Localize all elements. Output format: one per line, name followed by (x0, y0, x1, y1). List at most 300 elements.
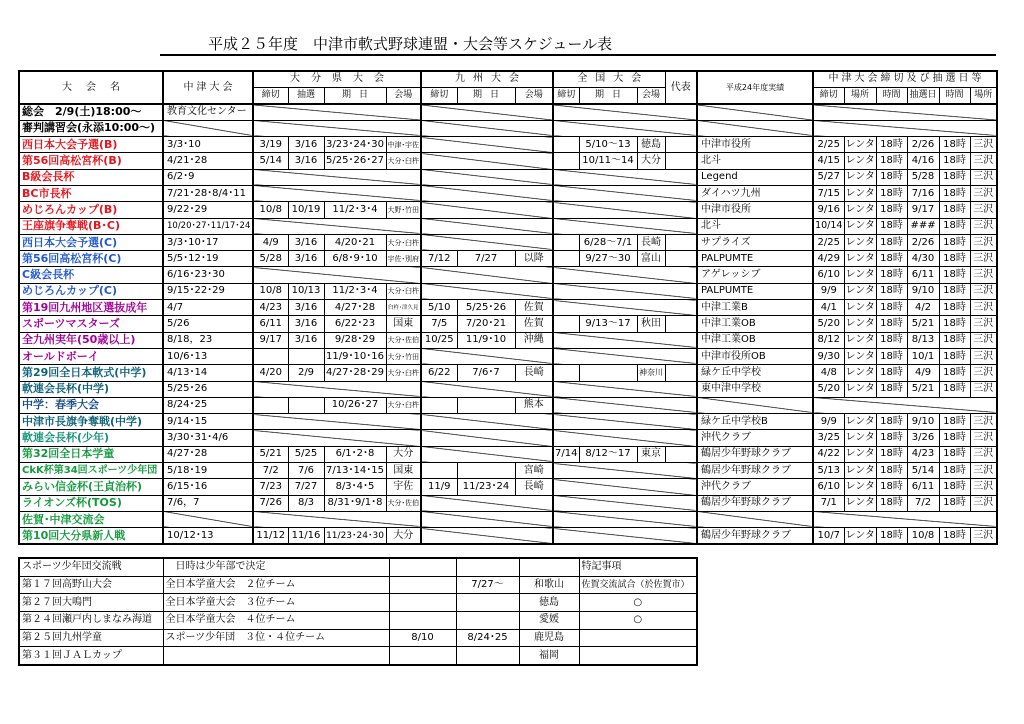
nakatsu-date-cell: 3/3･10 (163, 137, 253, 153)
jisseki-team-cell: 中津工業B (697, 300, 813, 316)
jisseki-team-cell: Legend (697, 169, 813, 185)
youth-special-notes-cell: 佐賀交流試合（於佐賀市） (579, 576, 697, 594)
entry-time-cell: 18時 (876, 137, 907, 153)
youth-date-start-cell (389, 647, 456, 665)
not-applicable-zenkoku (553, 511, 697, 527)
youth-header-special-notes-cell: 特記事項 (579, 558, 697, 576)
oita-deadline-cell: 4/20 (253, 365, 288, 381)
lottery-time-cell: 18時 (939, 479, 970, 495)
zenkoku-date-cell: 6/28～7/1 (579, 234, 637, 250)
not-applicable-kyushu (421, 495, 553, 511)
entry-place-cell: レンタ (844, 300, 876, 316)
nakatsu-date-cell: 5/25･26 (163, 381, 253, 397)
youth-row (19, 612, 697, 630)
oita-venue-cell: 大分･臼杵 (386, 153, 421, 169)
oita-lottery-cell: 3/16 (288, 300, 324, 316)
oita-venue-cell: 宇佐･別府 (386, 251, 421, 267)
lottery-place-cell: 三沢 (970, 283, 997, 299)
youth-date-main-cell (456, 594, 519, 612)
youth-date-start-cell (389, 594, 456, 612)
entry-deadline-cell: 8/12 (813, 332, 844, 348)
entry-time-cell: 18時 (876, 495, 907, 511)
entry-deadline-cell: 3/25 (813, 430, 844, 446)
not-applicable-kyushu (421, 414, 553, 430)
daihyo-cell (665, 153, 697, 169)
not-applicable-kyushu (421, 218, 553, 234)
schedule-row (19, 332, 997, 348)
oita-lottery-cell: 8/3 (288, 495, 324, 511)
entry-deadline-cell: 5/13 (813, 463, 844, 479)
not-applicable-zenkoku (553, 185, 697, 201)
header-lottery-place: 場所 (970, 87, 997, 104)
schedule-row (19, 120, 997, 136)
header-oita-lottery: 抽選 (288, 87, 324, 104)
jisseki-team-cell: 東中津中学校 (697, 381, 813, 397)
lottery-date-cell: 4/2 (907, 300, 939, 316)
not-applicable-zenkoku (553, 430, 697, 446)
lottery-date-cell: 7/16 (907, 185, 939, 201)
lottery-place-cell: 三沢 (970, 251, 997, 267)
event-name-cell: 総会 2/9(土)18:00～ (19, 104, 163, 120)
event-name-cell: 西日本大会予選(C) (19, 234, 163, 250)
schedule-row (19, 218, 997, 234)
not-applicable-oita (253, 218, 421, 234)
nakatsu-date-cell: 教育文化センター (163, 104, 253, 120)
header-kyushu: 九州大会 (421, 71, 553, 87)
not-applicable-kyushu (421, 381, 553, 397)
entry-place-cell: レンタ (844, 414, 876, 430)
lottery-place-cell: 三沢 (970, 446, 997, 462)
lottery-date-cell: 3/26 (907, 430, 939, 446)
youth-date-main-cell (456, 612, 519, 630)
jisseki-team-cell: 中津市役所OB (697, 348, 813, 364)
entry-deadline-cell: 10/14 (813, 218, 844, 234)
zenkoku-venue-cell: 長崎 (637, 234, 665, 250)
youth-venue-cell: 徳島 (519, 594, 579, 612)
lottery-date-cell: 5/14 (907, 463, 939, 479)
oita-venue-cell: 大分･臼杵 (386, 234, 421, 250)
schedule-row (19, 104, 997, 120)
youth-venue-cell: 和歌山 (519, 576, 579, 594)
lottery-date-cell: 6/11 (907, 267, 939, 283)
schedule-row (19, 153, 997, 169)
youth-date-main-cell: 8/24･25 (456, 629, 519, 647)
lottery-time-cell: 18時 (939, 495, 970, 511)
entry-deadline-cell: 4/1 (813, 300, 844, 316)
entry-deadline-cell: 4/8 (813, 365, 844, 381)
kyushu-venue-cell: 沖縄 (515, 332, 553, 348)
header-oita: 大分県大会 (253, 71, 421, 87)
entry-time-cell: 18時 (876, 430, 907, 446)
event-name-cell: 西日本大会予選(B) (19, 137, 163, 153)
not-applicable-nakatsu (163, 120, 253, 136)
oita-deadline-cell: 11/12 (253, 528, 288, 544)
schedule-row (19, 185, 997, 201)
youth-row (19, 647, 697, 665)
youth-row (19, 576, 697, 594)
oita-date-cell: 9/28･29 (324, 332, 386, 348)
entry-deadline-cell: 9/9 (813, 414, 844, 430)
zenkoku-deadline-cell: 7/14 (553, 446, 579, 462)
entry-deadline-cell: 2/25 (813, 234, 844, 250)
header-jisseki: 平成24年度実績 (697, 71, 813, 104)
entry-place-cell: レンタ (844, 348, 876, 364)
lottery-time-cell: 18時 (939, 381, 970, 397)
entry-deadline-cell: 4/22 (813, 446, 844, 462)
zenkoku-date-cell: 5/10～13 (579, 137, 637, 153)
oita-lottery-cell: 3/16 (288, 153, 324, 169)
entry-time-cell: 18時 (876, 316, 907, 332)
oita-venue-cell: 大分･臼杵 (386, 397, 421, 413)
lottery-date-cell: 5/21 (907, 316, 939, 332)
header-event-name: 大会名 (19, 71, 163, 104)
youth-exchange-event-cell: 第３１回ＪＡＬカップ (19, 647, 163, 665)
lottery-place-cell: 三沢 (970, 153, 997, 169)
oita-deadline-cell: 7/26 (253, 495, 288, 511)
entry-place-cell: レンタ (844, 479, 876, 495)
lottery-date-cell: 4/30 (907, 251, 939, 267)
event-name-cell: 第29回全日本軟式(中学) (19, 365, 163, 381)
oita-date-cell: 4/27･28･29 (324, 365, 386, 381)
entry-place-cell: レンタ (844, 169, 876, 185)
not-applicable-kyushu (421, 511, 553, 527)
oita-lottery-cell: 3/16 (288, 316, 324, 332)
youth-venue-cell: 福岡 (519, 647, 579, 665)
oita-date-cell: 8/3･4･5 (324, 479, 386, 495)
oita-deadline-cell: 3/19 (253, 137, 288, 153)
youth-participant-cell: 全日本学童大会 ２位チーム (163, 576, 389, 594)
schedule-row (19, 479, 997, 495)
entry-place-cell: レンタ (844, 137, 876, 153)
lottery-date-cell: 9/10 (907, 283, 939, 299)
lottery-place-cell: 三沢 (970, 185, 997, 201)
oita-lottery-cell (288, 397, 324, 413)
jisseki-team-cell: 北斗 (697, 218, 813, 234)
nakatsu-date-cell: 9/14･15 (163, 414, 253, 430)
header-zenkoku-venue: 会場 (637, 87, 665, 104)
youth-header-date-main-cell (456, 558, 519, 576)
schedule-body (19, 104, 997, 544)
header-oita-date: 期日 (324, 87, 386, 104)
entry-deadline-cell: 7/15 (813, 185, 844, 201)
not-applicable-zenkoku (553, 104, 697, 120)
not-applicable-oita (253, 185, 421, 201)
lottery-time-cell: 18時 (939, 463, 970, 479)
daihyo-cell (665, 251, 697, 267)
oita-date-cell: 6/1･2･8 (324, 446, 386, 462)
nakatsu-date-cell: 10/12･13 (163, 528, 253, 544)
schedule-row (19, 528, 997, 544)
schedule-row (19, 169, 997, 185)
event-name-cell: CkK杯第34回スポーツ少年団 (19, 463, 163, 479)
nakatsu-date-cell: 7/21･28･8/4･11 (163, 185, 253, 201)
lottery-time-cell: 18時 (939, 153, 970, 169)
nakatsu-date-cell: 10/20･27･11/17･24 (163, 218, 253, 234)
not-applicable-zenkoku (553, 381, 697, 397)
entry-deadline-cell: 5/27 (813, 169, 844, 185)
not-applicable-oita (253, 430, 421, 446)
jisseki-team-cell: 沖代クラブ (697, 430, 813, 446)
lottery-time-cell: 18時 (939, 316, 970, 332)
entry-deadline-cell: 6/10 (813, 479, 844, 495)
nakatsu-date-cell: 9/15･22･29 (163, 283, 253, 299)
not-applicable-entry (813, 104, 997, 120)
lottery-date-cell: ### (907, 218, 939, 234)
kyushu-deadline-cell (421, 397, 457, 413)
zenkoku-deadline-cell (553, 316, 579, 332)
not-applicable-zenkoku (553, 267, 697, 283)
event-name-cell: 全九州実年(50歳以上) (19, 332, 163, 348)
kyushu-deadline-cell (421, 463, 457, 479)
oita-deadline-cell: 10/8 (253, 283, 288, 299)
lottery-time-cell: 18時 (939, 202, 970, 218)
entry-place-cell: レンタ (844, 283, 876, 299)
kyushu-date-cell: 5/25･26 (457, 300, 515, 316)
schedule-row (19, 430, 997, 446)
event-name-cell: 審判講習会(永添10:00～) (19, 120, 163, 136)
not-applicable-jisseki (697, 511, 813, 527)
oita-deadline-cell: 4/9 (253, 234, 288, 250)
header-lottery-date: 抽選日 (907, 87, 939, 104)
lottery-time-cell: 18時 (939, 430, 970, 446)
jisseki-team-cell: 中津市役所 (697, 137, 813, 153)
not-applicable-kyushu (421, 430, 553, 446)
not-applicable-zenkoku (553, 463, 697, 479)
schedule-table (18, 70, 998, 545)
lottery-date-cell: 2/26 (907, 234, 939, 250)
entry-time-cell: 18時 (876, 365, 907, 381)
entry-place-cell: レンタ (844, 234, 876, 250)
lottery-place-cell: 三沢 (970, 169, 997, 185)
kyushu-date-cell: 7/27 (457, 251, 515, 267)
oita-lottery-cell: 7/6 (288, 463, 324, 479)
not-applicable-kyushu (421, 234, 553, 250)
event-name-cell: みらい信金杯(王貞治杯) (19, 479, 163, 495)
jisseki-team-cell: 中津工業OB (697, 332, 813, 348)
lottery-time-cell: 18時 (939, 283, 970, 299)
entry-place-cell: レンタ (844, 332, 876, 348)
oita-lottery-cell: 10/19 (288, 202, 324, 218)
lottery-time-cell: 18時 (939, 332, 970, 348)
not-applicable-zenkoku (553, 414, 697, 430)
lottery-time-cell: 18時 (939, 300, 970, 316)
lottery-place-cell: 三沢 (970, 234, 997, 250)
youth-header-participant-cell: 日時は少年部で決定 (163, 558, 389, 576)
entry-place-cell: レンタ (844, 381, 876, 397)
not-applicable-jisseki (697, 104, 813, 120)
kyushu-venue-cell: 長崎 (515, 479, 553, 495)
schedule-row (19, 202, 997, 218)
oita-deadline-cell: 5/14 (253, 153, 288, 169)
nakatsu-date-cell: 4/21･28 (163, 153, 253, 169)
schedule-row (19, 234, 997, 250)
not-applicable-zenkoku (553, 348, 697, 364)
zenkoku-deadline-cell (553, 234, 579, 250)
jisseki-team-cell: 鶴居少年野球クラブ (697, 528, 813, 544)
jisseki-team-cell: 緑ケ丘中学校B (697, 414, 813, 430)
entry-time-cell: 18時 (876, 283, 907, 299)
nakatsu-date-cell: 6/15･16 (163, 479, 253, 495)
kyushu-venue-cell: 佐賀 (515, 300, 553, 316)
entry-place-cell: レンタ (844, 185, 876, 201)
oita-deadline-cell: 7/23 (253, 479, 288, 495)
daihyo-cell (665, 234, 697, 250)
youth-date-start-cell (389, 612, 456, 630)
not-applicable-jisseki (697, 397, 813, 413)
not-applicable-kyushu (421, 446, 553, 462)
lottery-date-cell: 10/1 (907, 348, 939, 364)
entry-place-cell: レンタ (844, 528, 876, 544)
not-applicable-oita (253, 120, 421, 136)
zenkoku-date-cell: 8/12～17 (579, 446, 637, 462)
not-applicable-kyushu (421, 528, 553, 544)
lottery-time-cell: 18時 (939, 348, 970, 364)
oita-lottery-cell: 3/16 (288, 251, 324, 267)
zenkoku-venue-cell: 東京 (637, 446, 665, 462)
kyushu-venue-cell: 長崎 (515, 365, 553, 381)
entry-deadline-cell: 5/20 (813, 316, 844, 332)
jisseki-team-cell: アゲレッシブ (697, 267, 813, 283)
schedule-row (19, 300, 997, 316)
zenkoku-venue-cell: 富山 (637, 251, 665, 267)
kyushu-venue-cell: 宮崎 (515, 463, 553, 479)
oita-deadline-cell: 9/17 (253, 332, 288, 348)
schedule-row (19, 365, 997, 381)
header-oita-deadline: 締切 (253, 87, 288, 104)
youth-exchange-event-cell: 第２４回瀬戸内しまなみ海道 (19, 612, 163, 630)
lottery-date-cell: 4/9 (907, 365, 939, 381)
entry-deadline-cell: 2/25 (813, 137, 844, 153)
oita-date-cell: 4/20･21 (324, 234, 386, 250)
header-entry-deadline: 締切 (813, 87, 844, 104)
event-name-cell: 中学：春季大会 (19, 397, 163, 413)
header-kyushu-venue: 会場 (515, 87, 553, 104)
kyushu-deadline-cell: 7/5 (421, 316, 457, 332)
oita-deadline-cell: 7/2 (253, 463, 288, 479)
jisseki-team-cell: PALPUMTE (697, 283, 813, 299)
zenkoku-date-cell (579, 365, 637, 381)
lottery-time-cell: 18時 (939, 365, 970, 381)
entry-deadline-cell: 6/10 (813, 267, 844, 283)
youth-date-main-cell: 7/27～ (456, 576, 519, 594)
not-applicable-jisseki (697, 120, 813, 136)
nakatsu-date-cell: 8/18，23 (163, 332, 253, 348)
lottery-time-cell: 18時 (939, 218, 970, 234)
lottery-time-cell: 18時 (939, 414, 970, 430)
youth-body (19, 558, 697, 665)
youth-date-start-cell: 8/10 (389, 629, 456, 647)
oita-lottery-cell: 10/13 (288, 283, 324, 299)
kyushu-venue-cell: 以降 (515, 251, 553, 267)
not-applicable-kyushu (421, 283, 553, 299)
event-name-cell: 第56回高松宮杯(C) (19, 251, 163, 267)
schedule-row (19, 414, 997, 430)
not-applicable-kyushu (421, 137, 553, 153)
header-oita-venue: 会場 (386, 87, 421, 104)
not-applicable-oita (253, 267, 421, 283)
lottery-date-cell: 4/23 (907, 446, 939, 462)
oita-lottery-cell: 7/27 (288, 479, 324, 495)
lottery-time-cell: 18時 (939, 234, 970, 250)
not-applicable-zenkoku (553, 169, 697, 185)
not-applicable-kyushu (421, 202, 553, 218)
zenkoku-date-cell: 10/11～14 (579, 153, 637, 169)
header-daihyo: 代表 (665, 71, 697, 104)
not-applicable-kyushu (421, 348, 553, 364)
nakatsu-date-cell: 3/30･31･4/6 (163, 430, 253, 446)
schedule-header (19, 71, 997, 104)
schedule-row (19, 397, 997, 413)
not-applicable-oita (253, 169, 421, 185)
event-name-cell: オールドボーイ (19, 348, 163, 364)
entry-deadline-cell: 4/15 (813, 153, 844, 169)
youth-special-notes-cell (579, 647, 697, 665)
youth-exchange-event-cell: 第１７回高野山大会 (19, 576, 163, 594)
entry-deadline-cell: 7/1 (813, 495, 844, 511)
oita-deadline-cell: 5/28 (253, 251, 288, 267)
oita-deadline-cell (253, 397, 288, 413)
header-zenkoku-date: 期日 (579, 87, 637, 104)
lottery-place-cell: 三沢 (970, 348, 997, 364)
event-name-cell: 第56回高松宮杯(B) (19, 153, 163, 169)
header-zenkoku: 全国大会 (553, 71, 665, 87)
oita-lottery-cell: 11/16 (288, 528, 324, 544)
entry-time-cell: 18時 (876, 332, 907, 348)
event-name-cell: ライオンズ杯(TOS) (19, 495, 163, 511)
oita-venue-cell: 大分･佐伯 (386, 495, 421, 511)
entry-time-cell: 18時 (876, 267, 907, 283)
not-applicable-kyushu (421, 169, 553, 185)
youth-participant-cell (163, 647, 389, 665)
nakatsu-date-cell: 7/6，7 (163, 495, 253, 511)
oita-deadline-cell: 5/21 (253, 446, 288, 462)
entry-place-cell: レンタ (844, 430, 876, 446)
oita-lottery-cell: 3/16 (288, 234, 324, 250)
zenkoku-venue-cell: 大分 (637, 153, 665, 169)
zenkoku-venue-cell: 神奈川 (637, 365, 665, 381)
youth-special-notes-cell: ○ (579, 612, 697, 630)
not-applicable-oita (253, 381, 421, 397)
oita-date-cell: 6/8･9･10 (324, 251, 386, 267)
oita-date-cell: 11/2･3･4 (324, 283, 386, 299)
header-row-groups (19, 71, 997, 87)
not-applicable-kyushu (421, 185, 553, 201)
entry-time-cell: 18時 (876, 381, 907, 397)
oita-date-cell: 7/13･14･15 (324, 463, 386, 479)
entry-place-cell: レンタ (844, 153, 876, 169)
entry-time-cell: 18時 (876, 185, 907, 201)
youth-venue-cell: 愛媛 (519, 612, 579, 630)
jisseki-team-cell: 北斗 (697, 153, 813, 169)
oita-venue-cell: 国東 (386, 463, 421, 479)
schedule-row (19, 495, 997, 511)
event-name-cell: めじろんカップ(C) (19, 283, 163, 299)
not-applicable-entry (813, 397, 997, 413)
lottery-date-cell: 5/28 (907, 169, 939, 185)
nakatsu-date-cell: 4/27･28 (163, 446, 253, 462)
lottery-place-cell: 三沢 (970, 267, 997, 283)
entry-time-cell: 18時 (876, 251, 907, 267)
entry-place-cell: レンタ (844, 251, 876, 267)
nakatsu-date-cell: 8/24･25 (163, 397, 253, 413)
oita-venue-cell: 大分･臼杵 (386, 365, 421, 381)
zenkoku-deadline-cell (553, 251, 579, 267)
nakatsu-date-cell: 4/7 (163, 300, 253, 316)
oita-date-cell: 5/25･26･27 (324, 153, 386, 169)
youth-row (19, 594, 697, 612)
lottery-place-cell: 三沢 (970, 137, 997, 153)
lottery-place-cell: 三沢 (970, 495, 997, 511)
